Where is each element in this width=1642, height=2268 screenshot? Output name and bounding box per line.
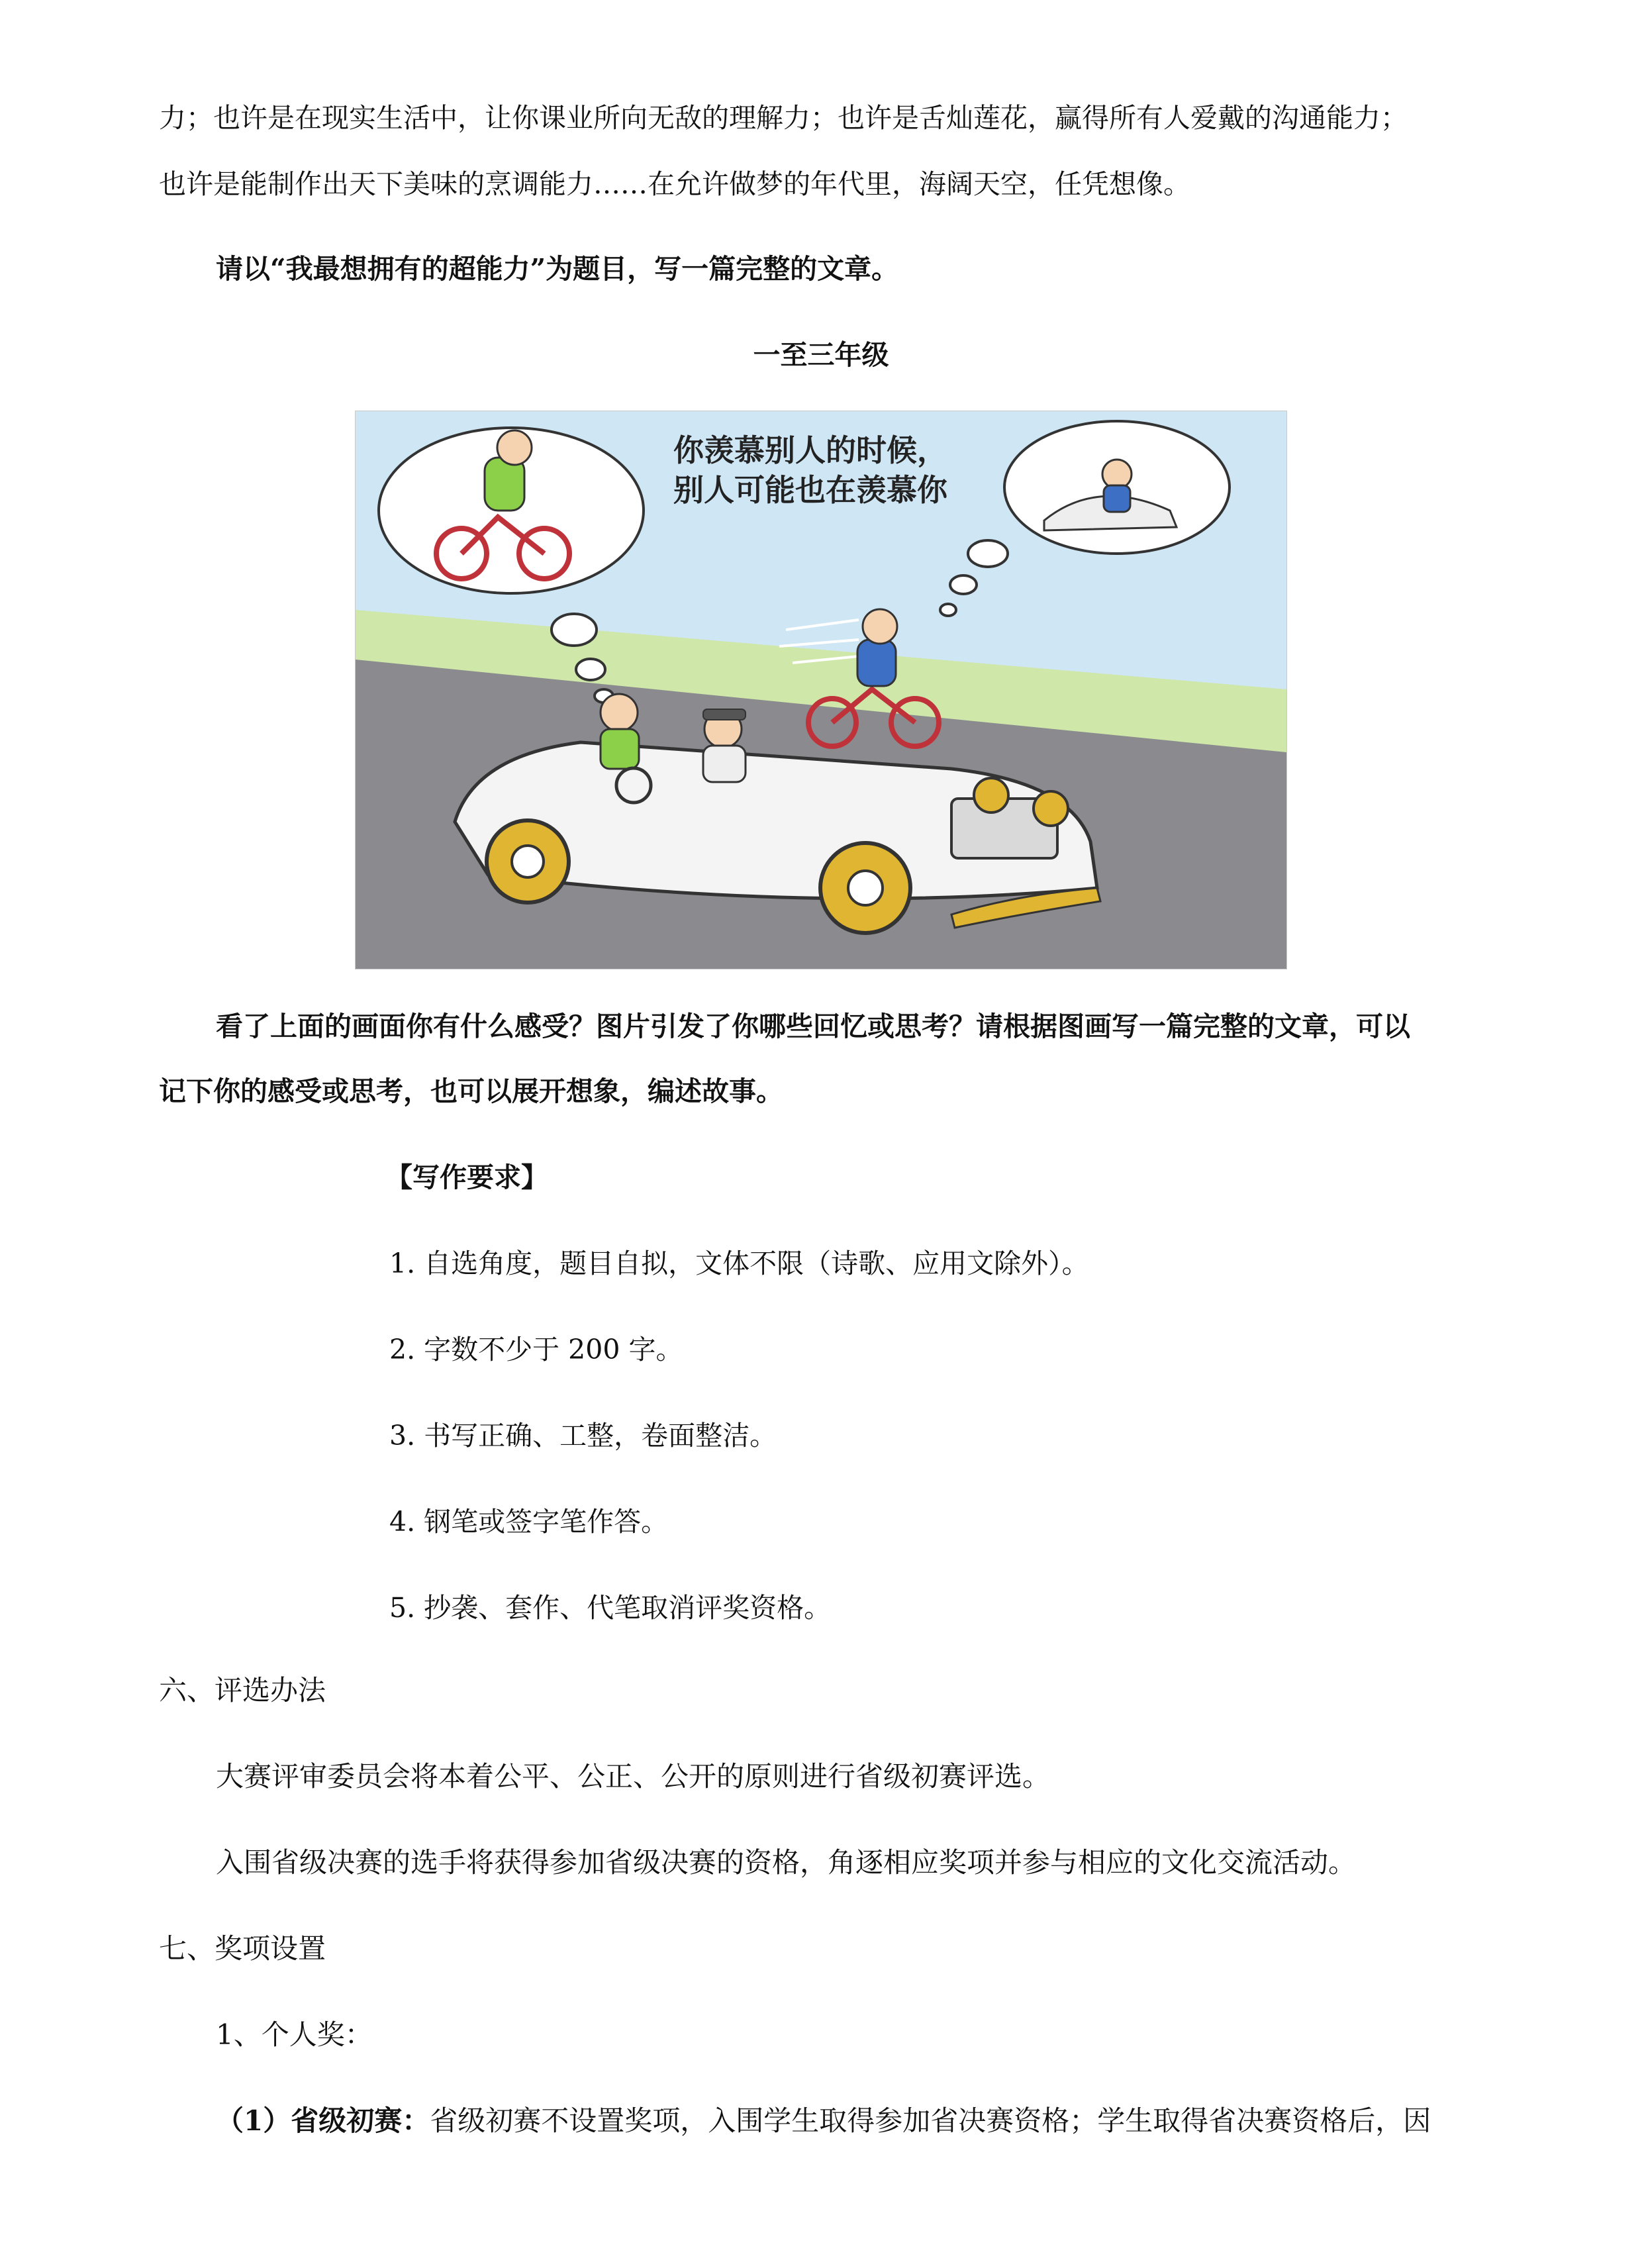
section-7-item-1: [216, 2102, 1431, 2140]
prompt-line-1: 力；也许是在现实生活中，让你课业所向无敌的理解力；也许是舌灿莲花，赢得所有人爱戴的沟通能力；: [159, 102, 1408, 134]
requirement-item-1: 1. 自选角度，题目自拟，文体不限（诗歌、应用文除外）。: [389, 1248, 1089, 1279]
cartoon-illustration: [355, 411, 1287, 969]
section-7-heading: 七、奖项设置: [159, 1932, 326, 1965]
section-7-subheading-1: 1、个人奖：: [216, 2018, 373, 2051]
cartoon-caption-line-2: 别人可能也在羡慕你: [673, 472, 947, 508]
picture-prompt-line-1: 看了上面的画面你有什么感受？图片引发了你哪些回忆或思考？请根据图画写一篇完整的文章，可以: [216, 1011, 1410, 1042]
section-6-paragraph-1: 大赛评审委员会将本着公平、公正、公开的原则进行省级初赛评选。: [216, 1760, 1051, 1793]
picture-prompt-line-2: 记下你的感受或思考，也可以展开想象，编述故事。: [159, 1075, 783, 1107]
requirement-item-4: 4. 钢笔或签字笔作答。: [389, 1506, 669, 1538]
section-6-heading: 六、评选办法: [159, 1674, 326, 1706]
requirements-heading: 【写作要求】: [385, 1161, 548, 1193]
cartoon-caption-line-1: 你羡慕别人的时候，: [673, 432, 947, 468]
section-6-paragraph-2: 入围省级决赛的选手将获得参加省级决赛的资格，角逐相应奖项并参与相应的文化交流活动。: [216, 1846, 1357, 1879]
instruction-text: 请以“我最想拥有的超能力”为题目，写一篇完整的文章。: [216, 253, 899, 285]
grade-heading: 一至三年级: [753, 339, 889, 371]
prompt-line-2: 也许是能制作出天下美味的烹调能力……在允许做梦的年代里，海阔天空，任凭想像。: [159, 168, 1190, 200]
requirement-item-2: 2. 字数不少于 200 字。: [389, 1334, 683, 1365]
section-7-item-1-label: （1）省级初赛：: [216, 2104, 430, 2137]
requirement-item-3: 3. 书写正确、工整，卷面整洁。: [389, 1420, 777, 1452]
section-7-item-1-text: 省级初赛不设置奖项，入围学生取得参加省决赛资格；学生取得省决赛资格后，因: [430, 2104, 1431, 2137]
requirement-item-5: 5. 抄袭、套作、代笔取消评奖资格。: [389, 1592, 832, 1624]
